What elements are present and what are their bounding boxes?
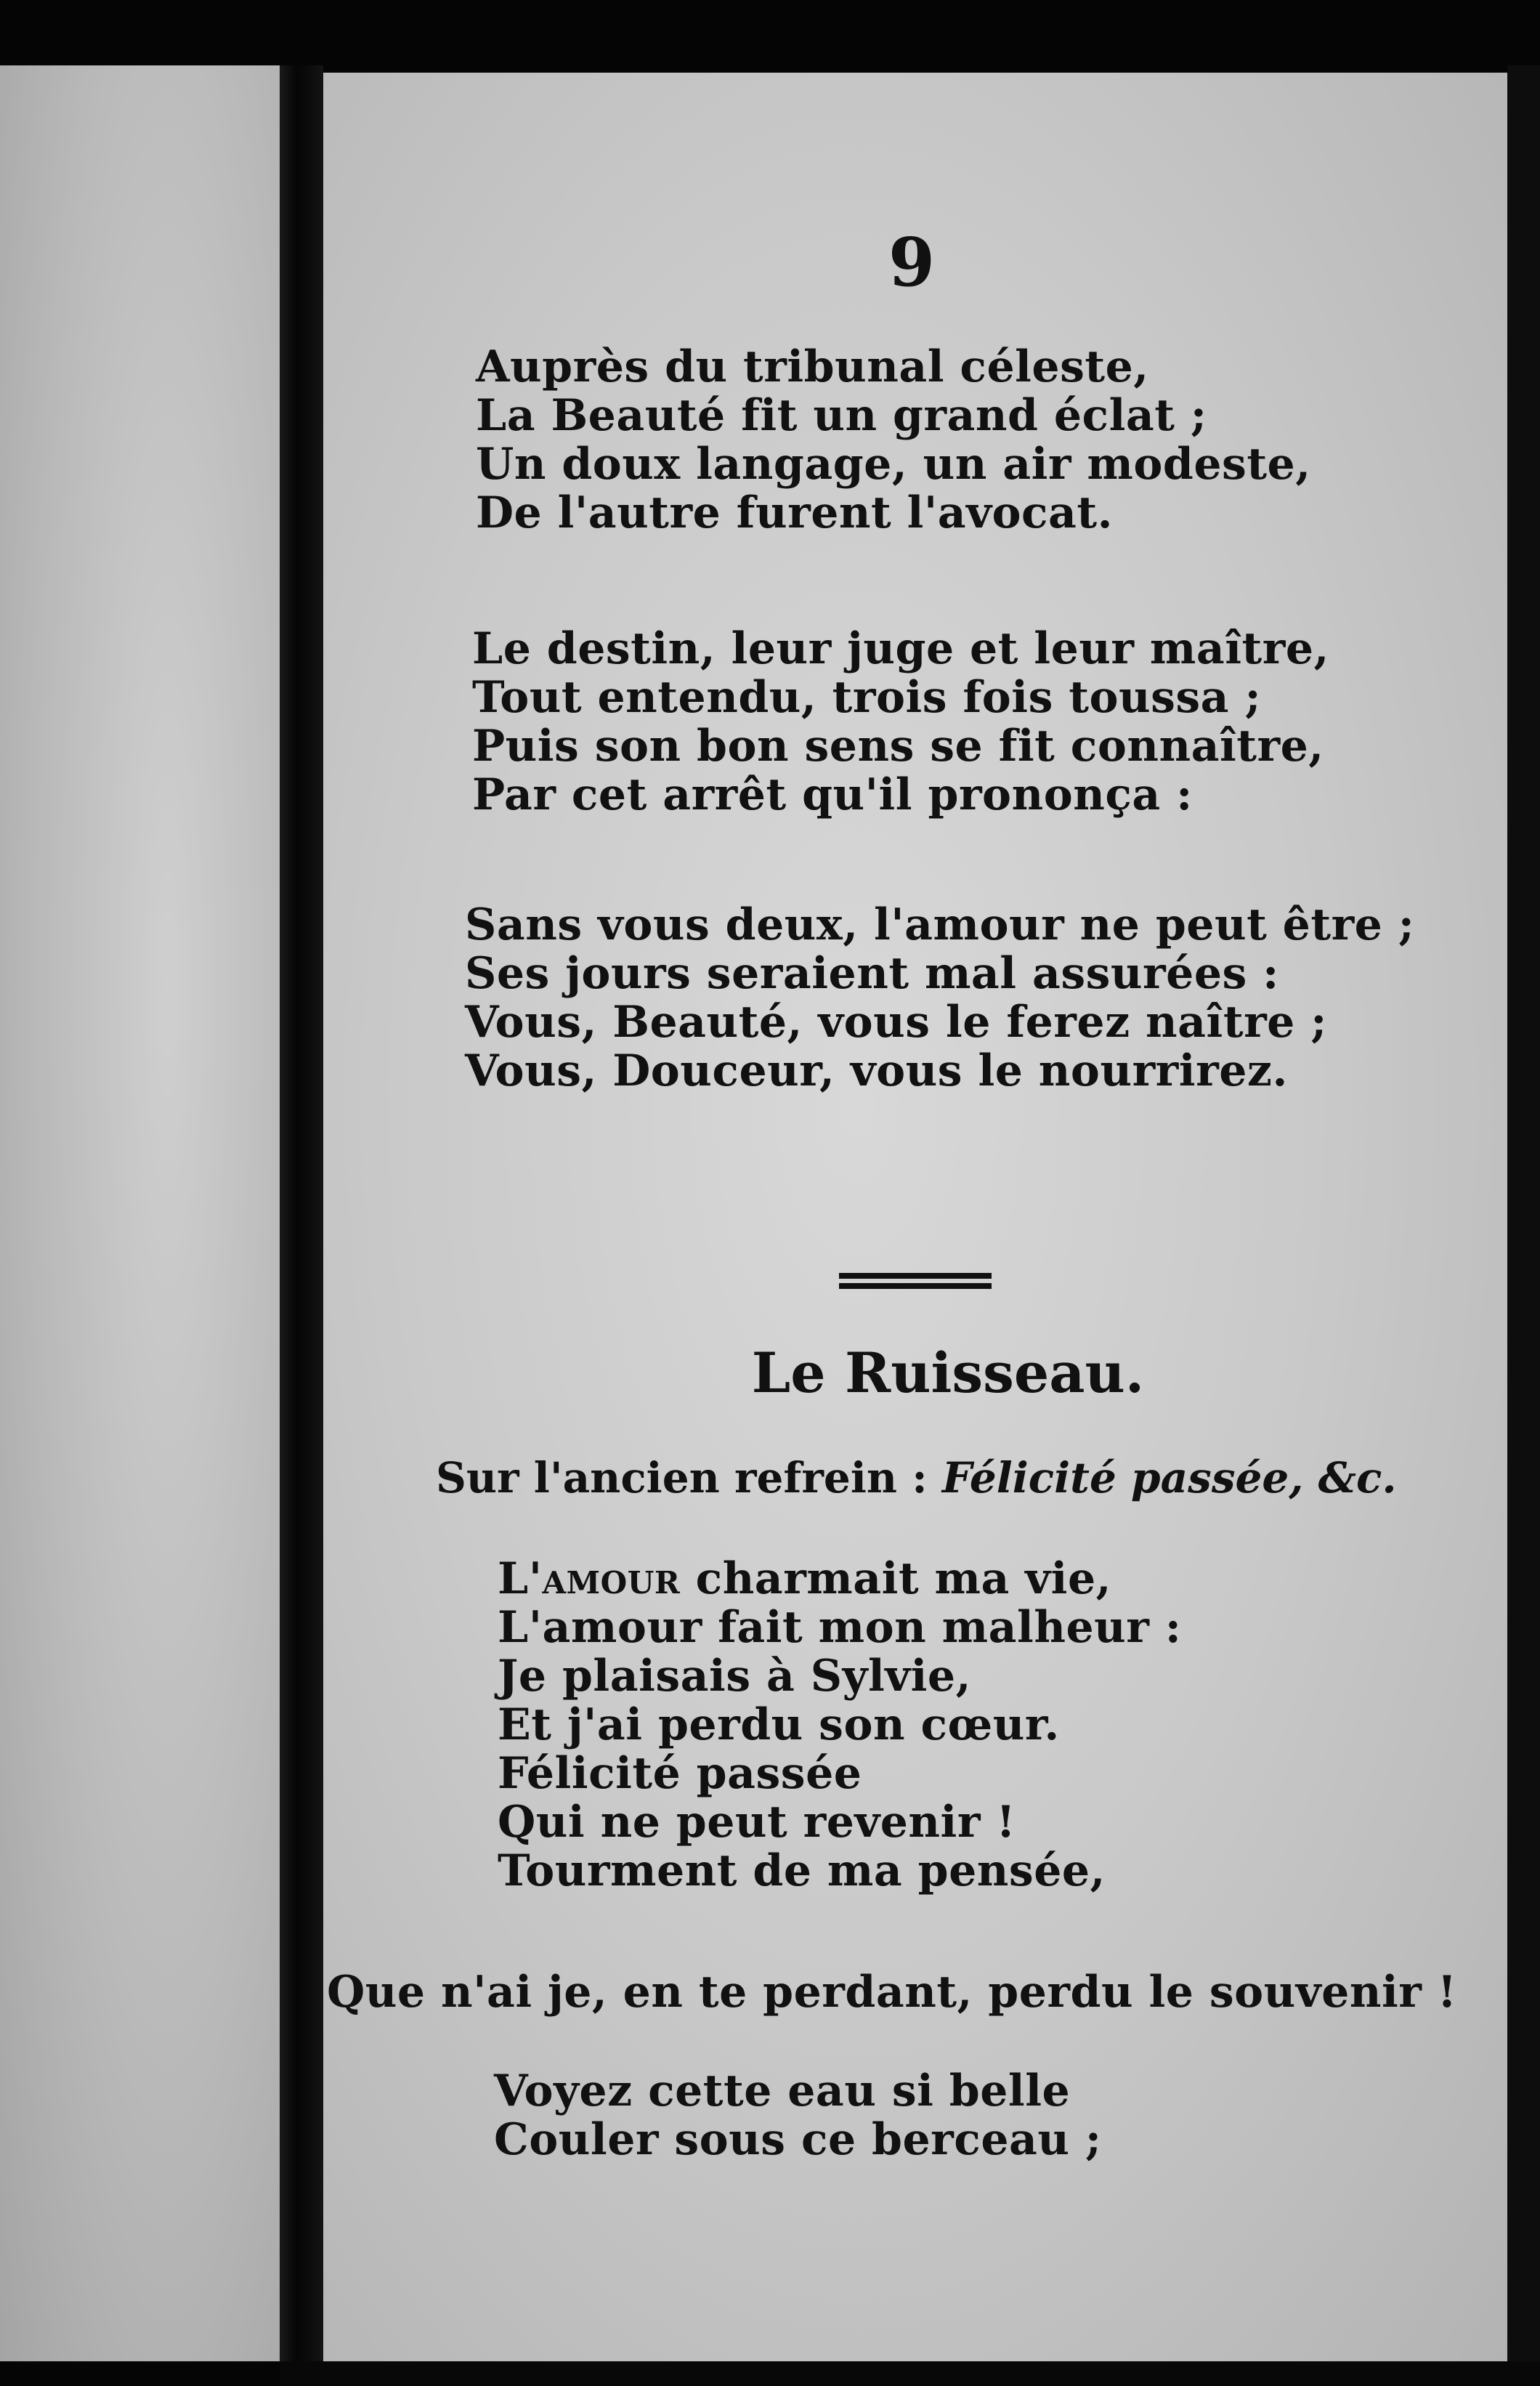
air-title: Félicité passée, &c. bbox=[941, 1453, 1397, 1503]
verse-line: Je plaisais à Sylvie, bbox=[498, 1651, 971, 1702]
verse-line-rest: charmait ma vie, bbox=[680, 1553, 1112, 1604]
verse-line: Un doux langage, un air modeste, bbox=[476, 439, 1311, 490]
verse-line-first bbox=[498, 1555, 1181, 1604]
verse-line: La Beauté fit un grand éclat ; bbox=[476, 390, 1207, 441]
verse-line: Tourment de ma pensée, bbox=[498, 1845, 1106, 1896]
verse-line: Qui ne peut revenir ! bbox=[498, 1797, 1016, 1848]
song-stanza-2 bbox=[494, 2067, 1102, 2164]
page-number: 9 bbox=[888, 223, 935, 302]
verse-line: Tout entendu, trois fois toussa ; bbox=[472, 672, 1262, 723]
scan-top-border bbox=[0, 0, 1540, 65]
verse-line: Puis son bon sens se fit connaître, bbox=[472, 721, 1324, 772]
scan-bottom-border bbox=[280, 2361, 1540, 2386]
verse-line: Couler sous ce berceau ; bbox=[494, 2114, 1102, 2165]
air-prefix: Sur l'ancien refrein : bbox=[436, 1453, 942, 1503]
verse-line: Auprès du tribunal céleste, bbox=[476, 341, 1149, 392]
drop-word: L'amour bbox=[498, 1553, 681, 1604]
stanza-3 bbox=[465, 901, 1414, 1096]
song-air bbox=[436, 1453, 1397, 1503]
book-page bbox=[323, 73, 1507, 2361]
verse-line: Voyez cette eau si belle bbox=[494, 2066, 1071, 2116]
verse-line: Vous, Douceur, vous le nourrirez. bbox=[465, 1046, 1288, 1096]
verse-line: De l'autre furent l'avocat. bbox=[476, 488, 1114, 538]
song-title: Le Ruisseau. bbox=[751, 1340, 1145, 1405]
stanza-2 bbox=[472, 625, 1329, 820]
verse-line: Ses jours seraient mal assurées : bbox=[465, 948, 1279, 999]
refrain-last-line: Que n'ai je, en te perdant, perdu le souvenir ! bbox=[327, 1967, 1457, 2018]
verse-line: L'amour fait mon malheur : bbox=[498, 1602, 1182, 1653]
song-stanza-1 bbox=[498, 1555, 1181, 1896]
stanza-1 bbox=[476, 343, 1311, 538]
verse-line: Félicité passée bbox=[498, 1748, 862, 1799]
verse-line: Par cet arrêt qu'il prononça : bbox=[472, 769, 1193, 820]
verse-line: Et j'ai perdu son cœur. bbox=[498, 1699, 1060, 1750]
book-gutter bbox=[280, 65, 323, 2386]
section-divider bbox=[839, 1273, 992, 1289]
scan-right-border bbox=[1507, 65, 1540, 2386]
facing-page-left bbox=[0, 65, 280, 2361]
verse-line: Vous, Beauté, vous le ferez naître ; bbox=[465, 997, 1327, 1048]
verse-line: Sans vous deux, l'amour ne peut être ; bbox=[465, 899, 1415, 950]
verse-line: Le destin, leur juge et leur maître, bbox=[472, 623, 1329, 674]
